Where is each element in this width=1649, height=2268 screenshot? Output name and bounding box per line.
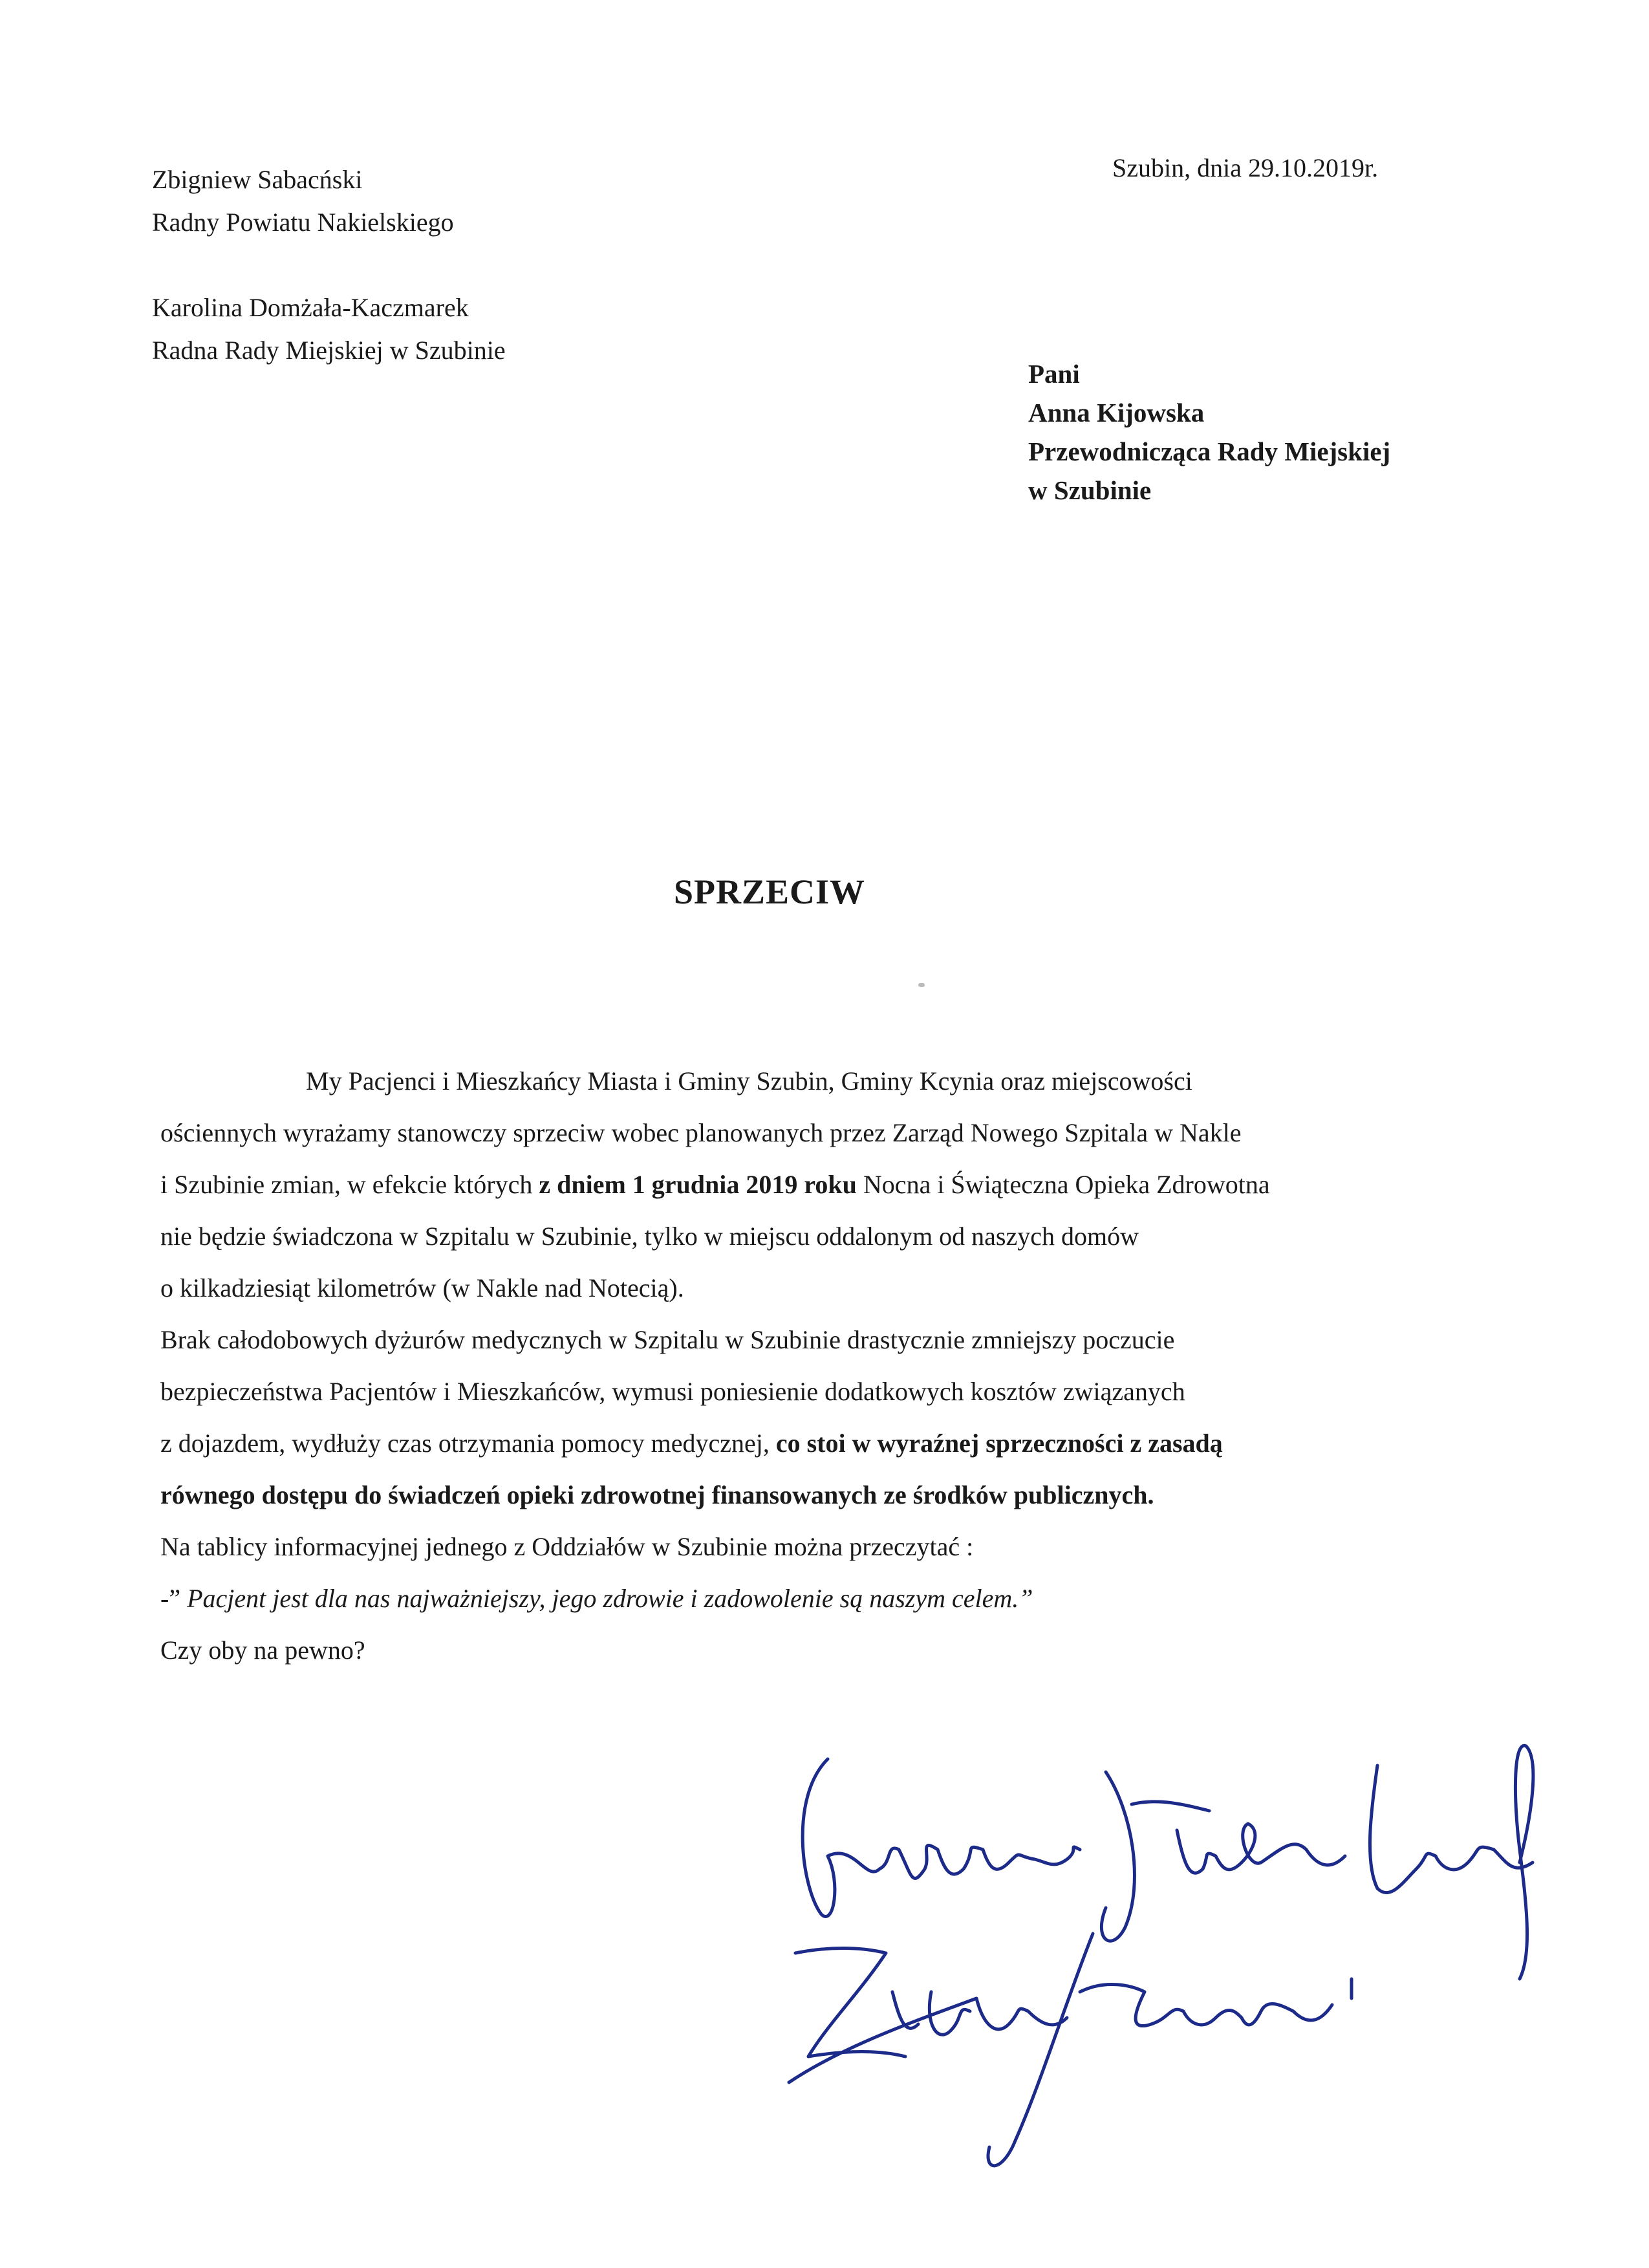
body-line <box>160 1469 1454 1521</box>
recipient-title: Przewodnicząca Rady Miejskiej <box>1028 437 1391 466</box>
recipient-block <box>1028 354 1390 510</box>
sender-role-2: Radna Rady Miejskiej w Szubinie <box>152 336 506 365</box>
letter-body <box>160 1055 1454 1676</box>
body-text: Nocna i Świąteczna Opieka Zdrowotna <box>856 1170 1270 1199</box>
body-text: i Szubinie zmian, w efekcie których <box>160 1170 539 1199</box>
sender-block <box>152 158 506 372</box>
sender-name-1: Zbigniew Sabacński <box>152 165 363 194</box>
document-title: SPRZECIW <box>673 872 866 911</box>
scan-speck <box>918 983 925 987</box>
sender-name-2: Karolina Domżała-Kaczmarek <box>152 293 469 322</box>
body-emphasis: co stoi w wyraźnej sprzeczności z zasadą <box>775 1429 1223 1458</box>
body-line <box>160 1573 1454 1625</box>
signature-zbigniew <box>789 1934 1352 2166</box>
recipient-location: w Szubinie <box>1028 475 1152 505</box>
signature-karolina <box>803 1745 1533 1979</box>
body-line: Czy oby na pewno? <box>160 1636 365 1665</box>
body-line: Na tablicy informacyjnej jednego z Oddziałów w Szubinie można przeczytać : <box>160 1532 974 1561</box>
body-line <box>160 1418 1454 1469</box>
body-line: o kilkadziesiąt kilometrów (w Nakle nad Notecią). <box>160 1273 684 1302</box>
quote-prefix: -” <box>160 1584 188 1613</box>
body-line: My Pacjenci i Mieszkańcy Miasta i Gminy Szubin, Gminy Kcynia oraz miejscowości <box>306 1066 1192 1096</box>
handwritten-signatures <box>679 1720 1571 2212</box>
quote-text: Pacjent jest dla nas najważniejszy, jego zdrowie i zadowolenie są naszym celem.” <box>187 1584 1033 1613</box>
body-line: Brak całodobowych dyżurów medycznych w Szpitalu w Szubinie drastycznie zmniejszy poczucie <box>160 1325 1175 1354</box>
body-line: bezpieczeństwa Pacjentów i Mieszkańców, wymusi poniesienie dodatkowych kosztów związanych <box>160 1377 1185 1406</box>
body-emphasis: równego dostępu do świadczeń opieki zdrowotnej finansowanych ze środków publicznych. <box>160 1480 1154 1509</box>
recipient-name: Anna Kijowska <box>1028 398 1205 427</box>
date-line: Szubin, dnia 29.10.2019r. <box>1112 153 1379 182</box>
body-line: ościennych wyrażamy stanowczy sprzeciw wobec planowanych przez Zarząd Nowego Szpitala w Nakle <box>160 1118 1242 1147</box>
body-line <box>160 1159 1454 1211</box>
body-text: z dojazdem, wydłuży czas otrzymania pomocy medycznej, <box>160 1429 776 1458</box>
body-emphasis-date: z dniem 1 grudnia 2019 roku <box>539 1170 857 1199</box>
body-line: nie będzie świadczona w Szpitalu w Szubinie, tylko w miejscu oddalonym od naszych domów <box>160 1222 1139 1251</box>
recipient-salutation: Pani <box>1028 359 1080 389</box>
sender-role-1: Radny Powiatu Nakielskiego <box>152 208 454 237</box>
